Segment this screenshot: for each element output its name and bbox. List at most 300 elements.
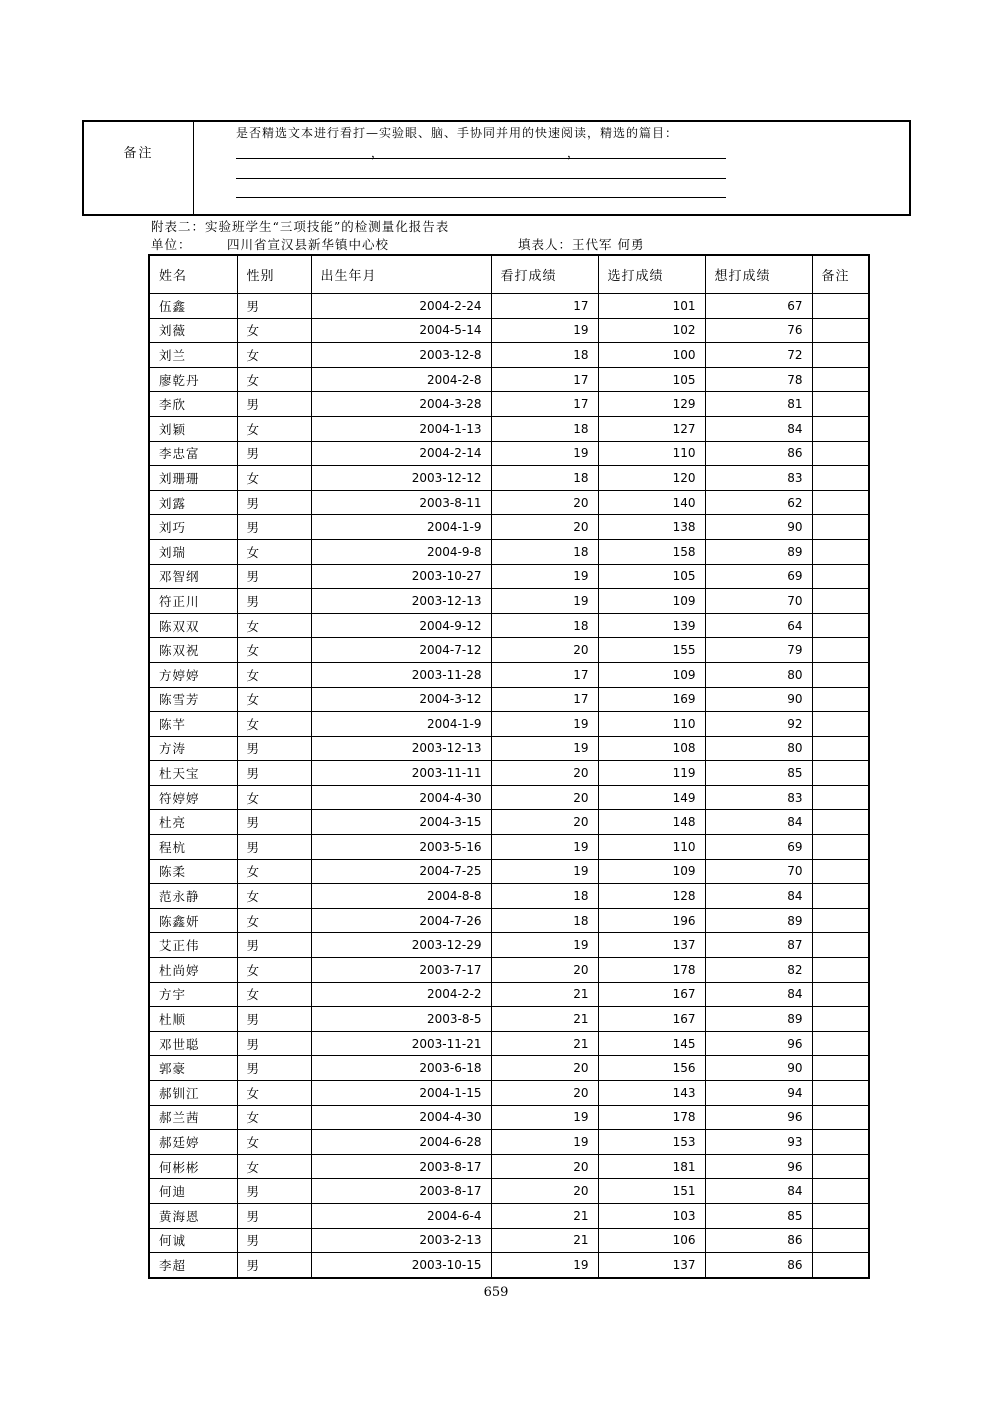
fill-separator-1: ， — [371, 146, 384, 160]
gender: 女 — [237, 712, 311, 737]
remarks-cell — [812, 687, 869, 712]
remarks-cell — [812, 835, 869, 860]
thinking-typing-score: 83 — [705, 785, 812, 810]
thinking-typing-score: 85 — [705, 761, 812, 786]
thinking-typing-score: 69 — [705, 835, 812, 860]
reading-typing-score: 18 — [491, 613, 598, 638]
thinking-typing-score: 96 — [705, 1105, 812, 1130]
gender: 女 — [237, 1081, 311, 1106]
reading-typing-score: 19 — [491, 712, 598, 737]
gender: 男 — [237, 1179, 311, 1204]
reading-typing-score: 21 — [491, 1031, 598, 1056]
student-name: 郝兰茜 — [149, 1105, 237, 1130]
selective-typing-score: 120 — [598, 466, 705, 491]
gender: 女 — [237, 343, 311, 368]
thinking-typing-score: 89 — [705, 539, 812, 564]
thinking-typing-score: 82 — [705, 958, 812, 983]
gender: 女 — [237, 638, 311, 663]
reading-typing-score: 19 — [491, 589, 598, 614]
reading-typing-score: 21 — [491, 1007, 598, 1032]
birthdate: 2004-1-15 — [311, 1081, 491, 1106]
student-name: 邓智纲 — [149, 564, 237, 589]
reading-typing-score: 17 — [491, 687, 598, 712]
table-row — [149, 712, 869, 737]
remarks-cell — [812, 1007, 869, 1032]
reading-typing-score: 21 — [491, 1228, 598, 1253]
birthdate: 2004-1-13 — [311, 416, 491, 441]
reading-typing-score: 19 — [491, 1130, 598, 1155]
reading-typing-score: 20 — [491, 785, 598, 810]
thinking-typing-score: 92 — [705, 712, 812, 737]
birthdate: 2003-12-8 — [311, 343, 491, 368]
remarks-cell — [812, 1154, 869, 1179]
table-row — [149, 392, 869, 417]
birthdate: 2003-11-28 — [311, 662, 491, 687]
gender: 女 — [237, 884, 311, 909]
reading-typing-score: 17 — [491, 294, 598, 319]
remarks-cell — [812, 810, 869, 835]
remarks-cell — [812, 589, 869, 614]
reading-typing-score: 20 — [491, 1179, 598, 1204]
student-name: 李忠富 — [149, 441, 237, 466]
selective-typing-score: 138 — [598, 515, 705, 540]
remarks-cell — [812, 367, 869, 392]
thinking-typing-score: 96 — [705, 1154, 812, 1179]
gender: 女 — [237, 416, 311, 441]
gender: 女 — [237, 1130, 311, 1155]
birthdate: 2003-12-13 — [311, 736, 491, 761]
gender: 男 — [237, 589, 311, 614]
remarks-label: 备注 — [84, 122, 194, 214]
gender: 男 — [237, 1056, 311, 1081]
thinking-typing-score: 96 — [705, 1031, 812, 1056]
birthdate: 2004-9-8 — [311, 539, 491, 564]
birthdate: 2004-5-14 — [311, 318, 491, 343]
thinking-typing-score: 70 — [705, 589, 812, 614]
birthdate: 2004-7-25 — [311, 859, 491, 884]
student-name: 何迪 — [149, 1179, 237, 1204]
thinking-typing-score: 84 — [705, 810, 812, 835]
student-name: 郝廷婷 — [149, 1130, 237, 1155]
remarks-text: 是否精选文本进行看打—实验眼、脑、手协同并用的快速阅读，精选的篇目： — [236, 126, 679, 140]
student-name: 陈双双 — [149, 613, 237, 638]
selective-typing-score: 105 — [598, 367, 705, 392]
thinking-typing-score: 62 — [705, 490, 812, 515]
fill-separator-2: ， — [567, 146, 580, 160]
gender: 女 — [237, 662, 311, 687]
selective-typing-score: 151 — [598, 1179, 705, 1204]
remarks-cell — [812, 662, 869, 687]
thinking-typing-score: 64 — [705, 613, 812, 638]
remarks-cell — [812, 785, 869, 810]
reading-typing-score: 17 — [491, 392, 598, 417]
birthdate: 2003-11-11 — [311, 761, 491, 786]
student-name: 刘瑞 — [149, 539, 237, 564]
remarks-cell — [812, 318, 869, 343]
table-row — [149, 1228, 869, 1253]
student-name: 杜天宝 — [149, 761, 237, 786]
reading-typing-score: 19 — [491, 1105, 598, 1130]
birthdate: 2003-12-13 — [311, 589, 491, 614]
selective-typing-score: 178 — [598, 958, 705, 983]
table-row — [149, 564, 869, 589]
selective-typing-score: 109 — [598, 589, 705, 614]
selective-typing-score: 103 — [598, 1203, 705, 1228]
table-row — [149, 1031, 869, 1056]
remarks-cell — [812, 933, 869, 958]
reading-typing-score: 19 — [491, 441, 598, 466]
table-row — [149, 638, 869, 663]
remarks-cell — [812, 1228, 869, 1253]
gender: 女 — [237, 859, 311, 884]
student-name: 廖乾丹 — [149, 367, 237, 392]
birthdate: 2004-2-8 — [311, 367, 491, 392]
header-remarks: 备注 — [812, 255, 869, 294]
student-name: 杜尚婷 — [149, 958, 237, 983]
remarks-cell — [812, 1253, 869, 1278]
reading-typing-score: 17 — [491, 662, 598, 687]
thinking-typing-score: 89 — [705, 1007, 812, 1032]
birthdate: 2003-8-17 — [311, 1179, 491, 1204]
gender: 女 — [237, 908, 311, 933]
gender: 男 — [237, 835, 311, 860]
student-name: 伍鑫 — [149, 294, 237, 319]
remarks-cell — [812, 958, 869, 983]
reading-typing-score: 19 — [491, 835, 598, 860]
student-name: 陈雪芳 — [149, 687, 237, 712]
gender: 男 — [237, 810, 311, 835]
reading-typing-score: 19 — [491, 564, 598, 589]
table-row — [149, 466, 869, 491]
remarks-cell — [812, 736, 869, 761]
reading-typing-score: 20 — [491, 1154, 598, 1179]
gender: 男 — [237, 294, 311, 319]
birthdate: 2003-6-18 — [311, 1056, 491, 1081]
gender: 女 — [237, 958, 311, 983]
header-gender: 性别 — [237, 255, 311, 294]
birthdate: 2003-10-15 — [311, 1253, 491, 1278]
thinking-typing-score: 70 — [705, 859, 812, 884]
selective-typing-score: 119 — [598, 761, 705, 786]
gender: 女 — [237, 367, 311, 392]
gender: 女 — [237, 539, 311, 564]
table-row — [149, 367, 869, 392]
thinking-typing-score: 80 — [705, 662, 812, 687]
gender: 男 — [237, 441, 311, 466]
remarks-box — [82, 120, 911, 216]
table-row — [149, 687, 869, 712]
selective-typing-score: 109 — [598, 859, 705, 884]
birthdate: 2003-2-13 — [311, 1228, 491, 1253]
reading-typing-score: 20 — [491, 490, 598, 515]
reading-typing-score: 19 — [491, 933, 598, 958]
table-row — [149, 1130, 869, 1155]
form-filler: 填表人：王代军 何勇 — [518, 237, 645, 252]
remarks-cell — [812, 884, 869, 909]
header-selective-typing-score: 选打成绩 — [598, 255, 705, 294]
student-name: 刘薇 — [149, 318, 237, 343]
table-caption: 附表二：实验班学生“三项技能”的检测量化报告表 — [151, 219, 450, 234]
selective-typing-score: 109 — [598, 662, 705, 687]
selective-typing-score: 140 — [598, 490, 705, 515]
thinking-typing-score: 72 — [705, 343, 812, 368]
reading-typing-score: 20 — [491, 761, 598, 786]
reading-typing-score: 21 — [491, 982, 598, 1007]
remarks-cell — [812, 1031, 869, 1056]
student-name: 陈双祝 — [149, 638, 237, 663]
fill-line-3 — [236, 197, 726, 198]
remarks-cell — [812, 1105, 869, 1130]
student-name: 陈柔 — [149, 859, 237, 884]
remarks-cell — [812, 908, 869, 933]
table-row — [149, 736, 869, 761]
student-name: 杜亮 — [149, 810, 237, 835]
unit-label: 单位： — [151, 237, 192, 252]
table-row — [149, 662, 869, 687]
table-row — [149, 908, 869, 933]
thinking-typing-score: 78 — [705, 367, 812, 392]
thinking-typing-score: 76 — [705, 318, 812, 343]
gender: 女 — [237, 466, 311, 491]
thinking-typing-score: 86 — [705, 1228, 812, 1253]
gender: 男 — [237, 515, 311, 540]
thinking-typing-score: 84 — [705, 1179, 812, 1204]
birthdate: 2003-12-12 — [311, 466, 491, 491]
gender: 男 — [237, 1031, 311, 1056]
birthdate: 2004-6-4 — [311, 1203, 491, 1228]
remarks-cell — [812, 539, 869, 564]
thinking-typing-score: 69 — [705, 564, 812, 589]
table-row — [149, 1081, 869, 1106]
birthdate: 2004-2-14 — [311, 441, 491, 466]
table-row — [149, 884, 869, 909]
thinking-typing-score: 67 — [705, 294, 812, 319]
student-name: 李超 — [149, 1253, 237, 1278]
table-row — [149, 835, 869, 860]
remarks-cell — [812, 416, 869, 441]
thinking-typing-score: 84 — [705, 884, 812, 909]
table-row — [149, 1179, 869, 1204]
unit-value: 四川省宣汉县新华镇中心校 — [227, 237, 390, 252]
selective-typing-score: 137 — [598, 933, 705, 958]
remarks-cell — [812, 859, 869, 884]
remarks-cell — [812, 1130, 869, 1155]
reading-typing-score: 21 — [491, 1203, 598, 1228]
fill-line-1 — [236, 158, 726, 159]
reading-typing-score: 19 — [491, 1253, 598, 1278]
selective-typing-score: 108 — [598, 736, 705, 761]
table-row — [149, 761, 869, 786]
thinking-typing-score: 94 — [705, 1081, 812, 1106]
thinking-typing-score: 80 — [705, 736, 812, 761]
reading-typing-score: 19 — [491, 736, 598, 761]
table-row — [149, 810, 869, 835]
table-row — [149, 1253, 869, 1278]
selective-typing-score: 156 — [598, 1056, 705, 1081]
student-name: 符正川 — [149, 589, 237, 614]
table-row — [149, 294, 869, 319]
remarks-cell — [812, 1056, 869, 1081]
reading-typing-score: 20 — [491, 958, 598, 983]
student-name: 范永静 — [149, 884, 237, 909]
remarks-cell — [812, 1203, 869, 1228]
header-birthdate: 出生年月 — [311, 255, 491, 294]
birthdate: 2004-2-24 — [311, 294, 491, 319]
thinking-typing-score: 93 — [705, 1130, 812, 1155]
table-row — [149, 1007, 869, 1032]
table-row — [149, 515, 869, 540]
thinking-typing-score: 90 — [705, 515, 812, 540]
birthdate: 2004-3-15 — [311, 810, 491, 835]
gender: 男 — [237, 1228, 311, 1253]
reading-typing-score: 19 — [491, 318, 598, 343]
student-name: 刘颖 — [149, 416, 237, 441]
birthdate: 2003-8-5 — [311, 1007, 491, 1032]
reading-typing-score: 18 — [491, 343, 598, 368]
header-name: 姓名 — [149, 255, 237, 294]
student-name: 刘巧 — [149, 515, 237, 540]
student-name: 方婷婷 — [149, 662, 237, 687]
selective-typing-score: 137 — [598, 1253, 705, 1278]
selective-typing-score: 155 — [598, 638, 705, 663]
gender: 女 — [237, 1105, 311, 1130]
table-row — [149, 318, 869, 343]
birthdate: 2004-7-26 — [311, 908, 491, 933]
student-name: 邓世聪 — [149, 1031, 237, 1056]
thinking-typing-score: 79 — [705, 638, 812, 663]
student-name: 刘珊珊 — [149, 466, 237, 491]
student-name: 符婷婷 — [149, 785, 237, 810]
table-row — [149, 490, 869, 515]
reading-typing-score: 18 — [491, 466, 598, 491]
student-name: 黄海恩 — [149, 1203, 237, 1228]
page-number: 659 — [483, 1285, 509, 1300]
selective-typing-score: 196 — [598, 908, 705, 933]
table-row — [149, 1056, 869, 1081]
gender: 男 — [237, 761, 311, 786]
reading-typing-score: 20 — [491, 515, 598, 540]
thinking-typing-score: 84 — [705, 982, 812, 1007]
reading-typing-score: 18 — [491, 416, 598, 441]
selective-typing-score: 139 — [598, 613, 705, 638]
remarks-cell — [812, 441, 869, 466]
table-row — [149, 539, 869, 564]
selective-typing-score: 143 — [598, 1081, 705, 1106]
gender: 男 — [237, 1203, 311, 1228]
reading-typing-score: 20 — [491, 810, 598, 835]
selective-typing-score: 167 — [598, 982, 705, 1007]
selective-typing-score: 102 — [598, 318, 705, 343]
selective-typing-score: 149 — [598, 785, 705, 810]
selective-typing-score: 145 — [598, 1031, 705, 1056]
table-header-row — [149, 255, 869, 294]
student-name: 刘兰 — [149, 343, 237, 368]
selective-typing-score: 105 — [598, 564, 705, 589]
remarks-cell — [812, 1179, 869, 1204]
student-name: 陈芊 — [149, 712, 237, 737]
thinking-typing-score: 89 — [705, 908, 812, 933]
table-row — [149, 589, 869, 614]
birthdate: 2004-3-12 — [311, 687, 491, 712]
table-row — [149, 613, 869, 638]
selective-typing-score: 106 — [598, 1228, 705, 1253]
birthdate: 2003-8-17 — [311, 1154, 491, 1179]
reading-typing-score: 18 — [491, 539, 598, 564]
gender: 女 — [237, 785, 311, 810]
remarks-cell — [812, 982, 869, 1007]
birthdate: 2003-5-16 — [311, 835, 491, 860]
table-row — [149, 343, 869, 368]
thinking-typing-score: 86 — [705, 1253, 812, 1278]
remarks-cell — [812, 466, 869, 491]
table-row — [149, 1105, 869, 1130]
thinking-typing-score: 87 — [705, 933, 812, 958]
gender: 女 — [237, 613, 311, 638]
gender: 男 — [237, 736, 311, 761]
selective-typing-score: 110 — [598, 835, 705, 860]
birthdate: 2003-12-29 — [311, 933, 491, 958]
thinking-typing-score: 83 — [705, 466, 812, 491]
birthdate: 2003-11-21 — [311, 1031, 491, 1056]
reading-typing-score: 19 — [491, 859, 598, 884]
selective-typing-score: 128 — [598, 884, 705, 909]
student-name: 陈鑫妍 — [149, 908, 237, 933]
birthdate: 2003-10-27 — [311, 564, 491, 589]
student-name: 李欣 — [149, 392, 237, 417]
selective-typing-score: 110 — [598, 712, 705, 737]
selective-typing-score: 167 — [598, 1007, 705, 1032]
birthdate: 2004-8-8 — [311, 884, 491, 909]
student-name: 方宇 — [149, 982, 237, 1007]
thinking-typing-score: 81 — [705, 392, 812, 417]
table-row — [149, 859, 869, 884]
reading-typing-score: 20 — [491, 1081, 598, 1106]
table-row — [149, 416, 869, 441]
birthdate: 2004-4-30 — [311, 785, 491, 810]
selective-typing-score: 100 — [598, 343, 705, 368]
selective-typing-score: 169 — [598, 687, 705, 712]
gender: 男 — [237, 1253, 311, 1278]
selective-typing-score: 110 — [598, 441, 705, 466]
student-name: 郭豪 — [149, 1056, 237, 1081]
gender: 男 — [237, 933, 311, 958]
reading-typing-score: 18 — [491, 908, 598, 933]
fill-line-2 — [236, 178, 726, 179]
birthdate: 2004-7-12 — [311, 638, 491, 663]
gender: 男 — [237, 392, 311, 417]
selective-typing-score: 127 — [598, 416, 705, 441]
thinking-typing-score: 90 — [705, 1056, 812, 1081]
reading-typing-score: 20 — [491, 1056, 598, 1081]
remarks-cell — [812, 294, 869, 319]
birthdate: 2004-1-9 — [311, 515, 491, 540]
gender: 男 — [237, 490, 311, 515]
remarks-cell — [812, 564, 869, 589]
remarks-cell — [812, 343, 869, 368]
table-row — [149, 933, 869, 958]
reading-typing-score: 17 — [491, 367, 598, 392]
birthdate: 2004-2-2 — [311, 982, 491, 1007]
student-name: 程杭 — [149, 835, 237, 860]
selective-typing-score: 181 — [598, 1154, 705, 1179]
birthdate: 2004-4-30 — [311, 1105, 491, 1130]
remarks-cell — [812, 613, 869, 638]
selective-typing-score: 101 — [598, 294, 705, 319]
gender: 女 — [237, 1154, 311, 1179]
birthdate: 2004-9-12 — [311, 613, 491, 638]
student-name: 郝钏江 — [149, 1081, 237, 1106]
thinking-typing-score: 84 — [705, 416, 812, 441]
